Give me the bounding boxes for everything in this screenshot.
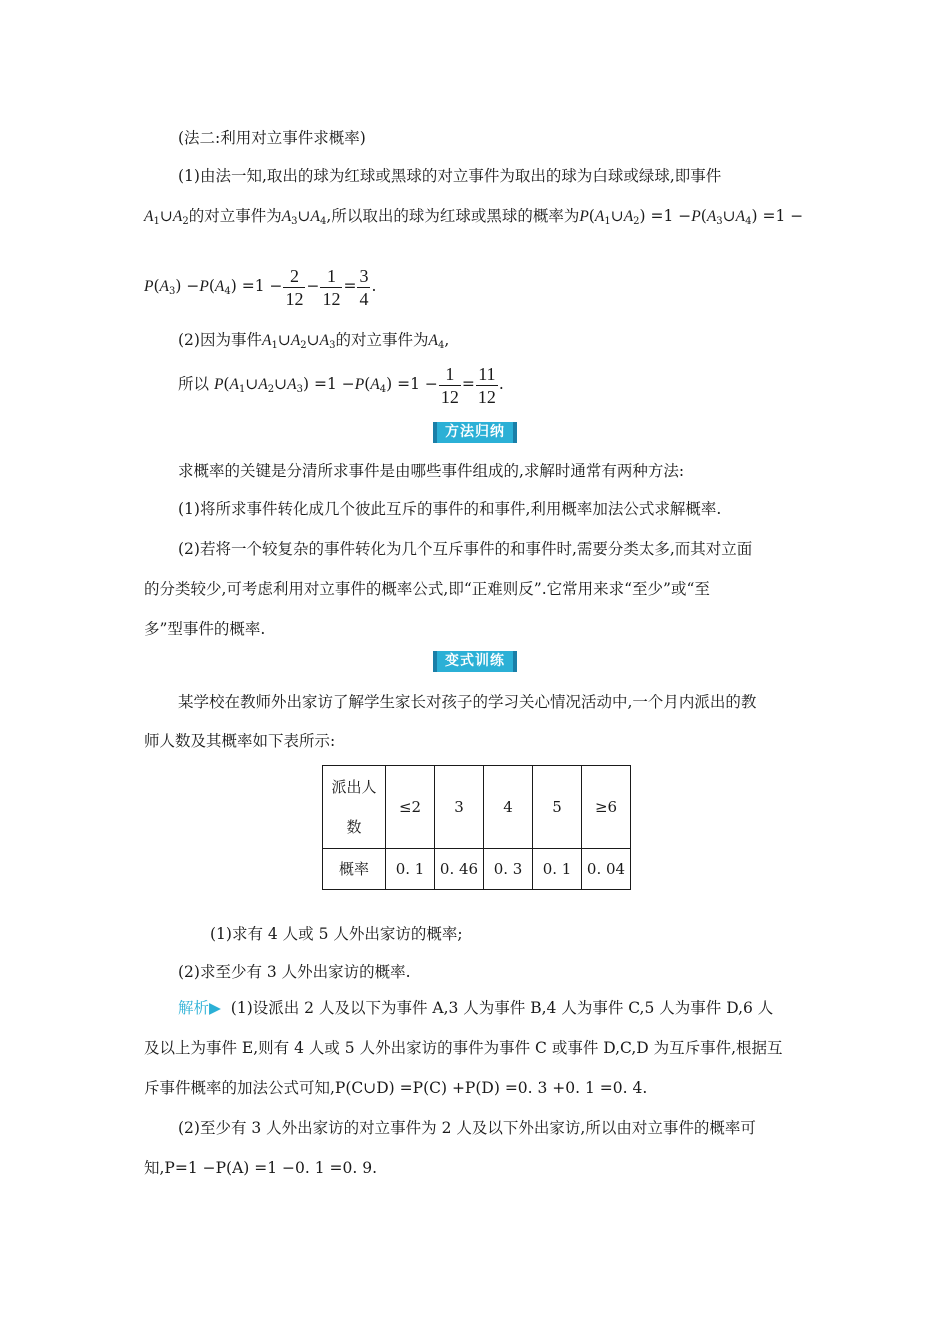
table-header-row: [323, 766, 631, 849]
summary-item-2-line1: (2)若将一个较复杂的事件转化为几个互斥事件的和事件时,需要分类太多,而其对立面: [178, 540, 753, 558]
exercise-subquestion-2: (2)求至少有 3 人外出家访的概率.: [178, 963, 411, 981]
fraction-3-4: $\frac{3}{4}$: [359, 265, 369, 309]
probability-table: [322, 765, 631, 890]
summary-item-2-line3: 多”型事件的概率.: [144, 620, 266, 638]
table-cell: 0. 1: [533, 849, 582, 890]
table-cell: 0. 3: [484, 849, 533, 890]
solution-line5: 知,P=1 −P(A) =1 −0. 1 =0. 9.: [144, 1159, 378, 1177]
exercise-question-line1: 某学校在教师外出家访了解学生家长对孩子的学习关心情况活动中,一个月内派出的教: [178, 693, 757, 711]
table-cell: ≥6: [582, 766, 631, 849]
exercise-subquestion-1: (1)求有 4 人或 5 人外出家访的概率;: [210, 925, 463, 943]
fraction-1-12-b: $\frac{1}{12}$: [440, 363, 459, 407]
method2-p2-line2: 所以 $P(A_1\cup A_2\cup A_3) =1 -P(A_4) =1$ − $\frac{1}{12}$ = $\frac{11}{12}$ .: [178, 363, 504, 407]
table-cell: 4: [484, 766, 533, 849]
exercise-badge: 变式训练: [433, 651, 517, 672]
fraction-1-12: $\frac{1}{12}$: [322, 265, 341, 309]
fraction-11-12: $\frac{11}{12}$: [477, 363, 496, 407]
summary-intro: 求概率的关键是分清所求事件是由哪些事件组成的,求解时通常有两种方法:: [178, 462, 685, 480]
table-cell: ≤2: [386, 766, 435, 849]
solution-label: 解析▶: [178, 999, 221, 1017]
table-cell: 0. 46: [435, 849, 484, 890]
method2-p1-line2: $A_1\cup A_2$的对立事件为$A_3\cup A_4$,所以取出的球为红球或黑球的概率为$P(A_1\cup A_2) =1$ $-P(A_3\cup A_4) =1$ −: [144, 207, 804, 227]
method2-p1-line1: (1)由法一知,取出的球为红球或黑球的对立事件为取出的球为白球或绿球,即事件: [178, 167, 722, 185]
table-cell: 概率: [323, 849, 386, 890]
method2-p2-line1: (2)因为事件$A_1\cup A_2\cup A_3$的对立事件为$A_4$,: [178, 331, 450, 351]
method2-title: (法二:利用对立事件求概率): [178, 129, 366, 147]
method-summary-badge: 方法归纳: [433, 422, 517, 443]
table-cell: 派出人 数: [323, 766, 386, 849]
solution-line1: 解析▶ (1)设派出 2 人及以下为事件 A,3 人为事件 B,4 人为事件 C,5 人为事件 D,6 人: [178, 999, 774, 1017]
solution-line4: (2)至少有 3 人外出家访的对立事件为 2 人及以下外出家访,所以由对立事件的概率可: [178, 1119, 756, 1137]
method2-p1-line3: $P(A_3) -P(A_4) =1$ − $\frac{2}{12}$ − $\frac{1}{12}$ = $\frac{3}{4}$ .: [144, 265, 377, 309]
table-cell: 0. 04: [582, 849, 631, 890]
table-cell: 3: [435, 766, 484, 849]
table-cell: 5: [533, 766, 582, 849]
table-cell: 0. 1: [386, 849, 435, 890]
summary-item-2-line2: 的分类较少,可考虑利用对立事件的概率公式,即“正难则反”.它常用来求“至少”或“至: [144, 580, 710, 598]
solution-line2: 及以上为事件 E,则有 4 人或 5 人外出家访的事件为事件 C 或事件 D,C,D 为互斥事件,根据互: [144, 1039, 783, 1057]
exercise-question-line2: 师人数及其概率如下表所示:: [144, 732, 336, 750]
fraction-2-12: $\frac{2}{12}$: [285, 265, 304, 309]
solution-line3: 斥事件概率的加法公式可知,P(C∪D) =P(C) +P(D) =0. 3 +0. 1 =0. 4.: [144, 1079, 648, 1097]
summary-item-1: (1)将所求事件转化成几个彼此互斥的事件的和事件,利用概率加法公式求解概率.: [178, 500, 722, 518]
table-row: [323, 849, 631, 890]
